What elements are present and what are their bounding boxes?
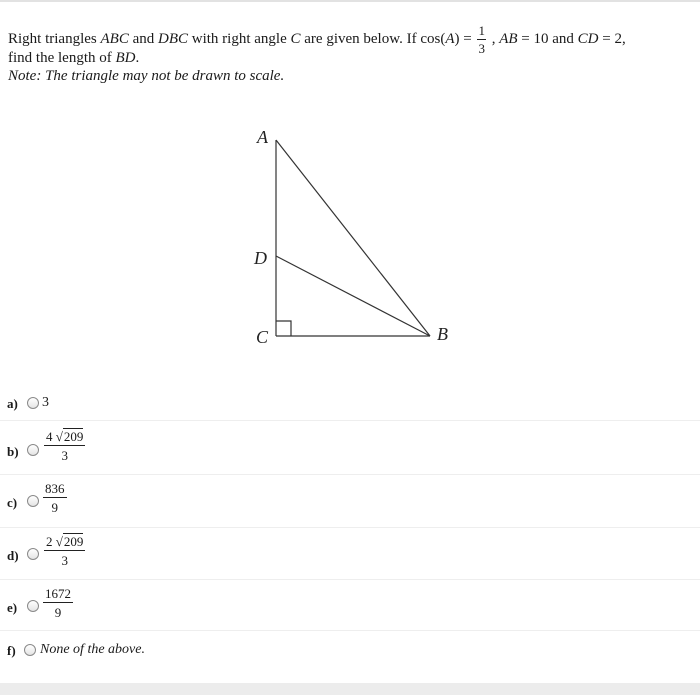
question-fragment: = 2,: [598, 30, 626, 47]
answer-option-d[interactable]: [7, 533, 697, 573]
vertex-label-b: B: [437, 324, 448, 344]
fraction: [43, 482, 67, 514]
triangle-abc: ABC: [100, 30, 129, 47]
radio-button-d[interactable]: [27, 548, 39, 560]
cos-denominator: 3: [478, 41, 485, 56]
radio-button-c[interactable]: [27, 495, 39, 507]
option-value: [43, 482, 67, 517]
triangle-figure: [240, 115, 470, 360]
hypotenuse-ab-line: [276, 140, 430, 336]
angle-c: C: [290, 30, 301, 47]
question-fragment: and: [128, 30, 159, 47]
fraction-denominator: 3: [61, 448, 68, 463]
cos-fraction: [477, 24, 486, 55]
answer-option-c[interactable]: [7, 480, 697, 520]
top-border: [0, 0, 700, 2]
answer-option-a[interactable]: [7, 394, 697, 414]
option-value: [43, 587, 73, 622]
option-value: None of the above.: [40, 642, 145, 657]
answer-option-b[interactable]: [7, 428, 697, 468]
divider: [0, 420, 700, 421]
option-value: [44, 430, 85, 465]
question-fragment: ) =: [454, 30, 476, 47]
question-fragment: = 10 and: [517, 30, 578, 47]
segment-db-line: [276, 256, 430, 336]
fraction-numerator: [44, 430, 85, 446]
scale-note: Note: The triangle may not be drawn to scale.: [8, 68, 285, 84]
option-letter: a): [7, 396, 18, 411]
fraction-numerator: [44, 535, 85, 551]
fraction-denominator: 3: [61, 553, 68, 568]
radio-button-b[interactable]: [27, 444, 39, 456]
answer-option-e[interactable]: [7, 585, 697, 625]
question-fragment: with right angle: [188, 30, 291, 47]
coefficient: 4: [46, 429, 53, 444]
answer-option-f[interactable]: [7, 641, 697, 661]
question-fragment: ,: [487, 30, 500, 47]
option-letter: f): [7, 643, 16, 658]
bottom-border: [0, 683, 700, 695]
fraction: [44, 430, 85, 462]
question-line-2: [8, 51, 139, 66]
radio-button-f[interactable]: [24, 644, 36, 656]
triangle-dbc: DBC: [158, 30, 189, 47]
divider: [0, 630, 700, 631]
divider: [0, 579, 700, 580]
fraction: [43, 587, 73, 619]
square-root: √209: [55, 429, 84, 444]
segment-ab: AB: [499, 30, 518, 47]
option-letter: d): [7, 548, 19, 563]
cos-numerator: 1: [478, 23, 485, 38]
option-value: 3: [42, 395, 49, 410]
option-letter: b): [7, 444, 19, 459]
fraction-denominator: 9: [51, 500, 58, 515]
vertex-label-d: D: [254, 248, 267, 268]
divider: [0, 527, 700, 528]
angle-a: A: [445, 30, 455, 47]
radicand: 209: [63, 534, 84, 549]
divider: [0, 474, 700, 475]
radio-button-e[interactable]: [27, 600, 39, 612]
segment-cd: CD: [577, 30, 599, 47]
question-fragment: .: [135, 50, 140, 66]
fraction: [44, 535, 85, 567]
segment-bd: BD: [115, 50, 136, 66]
coefficient: 2: [46, 534, 53, 549]
fraction-denominator: 9: [54, 605, 62, 620]
question-fragment: Right triangles: [8, 30, 101, 47]
square-root: √209: [55, 534, 84, 549]
fraction-numerator: 1672: [45, 586, 71, 601]
question-fragment: are given below. If cos(: [300, 30, 446, 47]
fraction-numerator: 836: [45, 481, 65, 496]
question-fragment: find the length of: [8, 50, 116, 66]
option-value: [44, 535, 85, 570]
vertex-label-c: C: [256, 327, 269, 347]
right-angle-marker: [276, 321, 291, 336]
option-letter: e): [7, 600, 18, 615]
radicand: 209: [63, 429, 84, 444]
radio-button-a[interactable]: [27, 397, 39, 409]
vertex-label-a: A: [257, 127, 268, 147]
option-letter: c): [7, 495, 18, 510]
